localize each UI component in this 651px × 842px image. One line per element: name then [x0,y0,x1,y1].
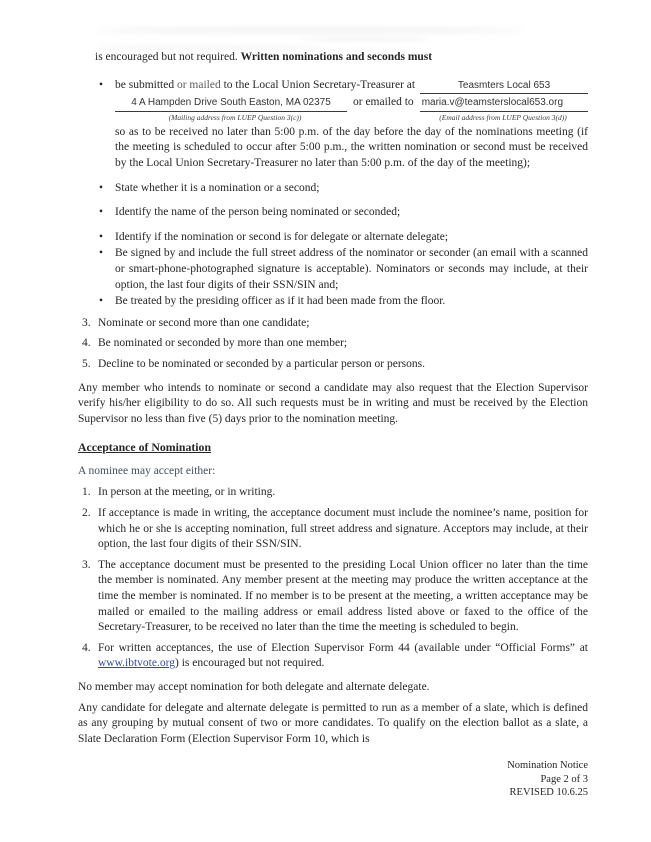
submit-text-1: • be submitted [115,78,177,91]
item-number: 1. [82,486,91,499]
numbered-item [78,485,588,501]
submit-text-2: to the Local Union Secretary-Treasurer at [220,78,416,91]
intro-bold-text: Written nominations and seconds must [240,51,433,63]
bullet-item: • State whether it is a nomination or a second; [78,181,588,197]
item-number: 2. [82,507,91,520]
item-number: 3. [82,558,91,571]
item-text: The acceptance document must be presented to the presiding Local Union officer no later than the time the member is nominated. Any member present at the meeting may produce the written acceptance at the time the member is nominated. If no member is to be present at the meeting, a written acceptance may be mailed or emailed to the mailing address or email address listed above or faxed to the office of the Secretary-Treasurer, to be received no later than the time the meeting is scheduled to begin. [98,558,588,634]
mailing-address-fill-field: 4 A Hampden Drive South Easton, MA 02375 [115,95,347,112]
item-text: Nominate or second more than one candidate; [98,316,310,329]
footer-page-number: Page 2 of 3 [540,773,588,785]
footer-doc-title: Nomination Notice [507,760,588,772]
item-number: 4. [82,641,91,654]
scan-artifact [95,27,525,34]
numbered-list-acceptance [78,485,588,672]
section-heading-row [78,440,588,464]
numbered-item [78,336,588,352]
bullet-item-submit [78,78,588,172]
ibtvote-link[interactable]: www.ibtvote.org [98,657,175,670]
numbered-item [78,316,588,332]
bullet-item: • Be signed by and include the full street address of the nominator or seconder (an email with a scanned or smart-phone-photographed signature is acceptable). Nominators or seconds may include, at their option, the last four digits of their SSN/SIN and; [78,246,588,293]
item-text: In person at the meeting, or in writing. [98,486,276,499]
item-text: Decline to be nominated or seconded by a particular person or persons. [98,357,426,370]
numbered-item [78,558,588,636]
page-footer [78,759,588,799]
or-emailed-text: or emailed to [353,96,414,109]
numbered-item [78,506,588,553]
fill-captions-row [115,113,588,122]
recipient-fill-field: Teasmters Local 653 [420,78,588,95]
intro-line [95,50,588,66]
submit-line-1 [115,78,588,95]
item-number: 4. [82,337,91,350]
intro-text: is encouraged but not required. [95,51,241,63]
numbered-item-with-link [78,641,588,672]
submit-continuation-paragraph: so as to be received no later than 5:00 p.m. of the day before the day of the nominations meeting (if the meeting is scheduled to occur after 5:00 p.m., the written nomination or second must be received by the Local Union Secretary-Treasurer no later than 5:00 p.m. of the day of the meeting); [115,125,588,169]
document-page [78,44,588,799]
no-member-paragraph: No member may accept nomination for both delegate and alternate delegate. [78,681,430,693]
submit-text-or-mailed: or mailed [176,78,221,91]
item-number: 3. [82,316,91,329]
item-text: If acceptance is made in writing, the acceptance document must include the nominee’s name, position for which he or she is accepting nomination, full street address and signature. Acceptors may include, at their option, the last four digits of their SSN/SIN. [98,507,588,551]
acceptance-lead-line: A nominee may accept either: [78,464,216,477]
eligibility-paragraph: Any member who intends to nominate or second a candidate may also request that the Election Supervisor verify his/her eligibility to do so. All such requests must be in writing and must be received by the Election Supervisor no less than five (5) days prior to the nomination meeting. [78,381,588,425]
email-fill-field: maria.v@teamsterslocal653.org [420,95,588,112]
bullet-item: • Identify if the nomination or second is for delegate or alternate delegate; [78,230,588,246]
mailing-address-caption: (Mailing address from LUEP Question 3(c)) [168,112,302,122]
acceptance-section-heading: Acceptance of Nomination [78,440,212,455]
numbered-list-prohibitions [78,316,588,373]
submit-line-2 [115,95,588,112]
slate-paragraph: Any candidate for delegate and alternate delegate is permitted to run as a member of a slate, which is defined as any grouping by mutual consent of two or more candidates. To qualify on the election ballot as a slate, a Slate Declaration Form (Election Supervisor Form 10, which is [78,701,588,745]
numbered-item [78,357,588,373]
item-text-prefix: For written acceptances, the use of Election Supervisor Form 44 (available under “Official Forms” at [98,641,588,654]
item-text-suffix: ) is encouraged but not required. [174,657,325,670]
scan-artifact [300,37,430,42]
bullet-item: • Be treated by the presiding officer as if it had been made from the floor. [78,294,588,310]
item-number: 5. [82,357,91,370]
item-text: Be nominated or seconded by more than one member; [98,337,348,350]
bullet-item: • Identify the name of the person being nominated or seconded; [78,205,588,221]
email-address-caption: (Email address from LUEP Question 3(d)) [439,112,567,122]
footer-revision: REVISED 10.6.25 [509,786,588,798]
